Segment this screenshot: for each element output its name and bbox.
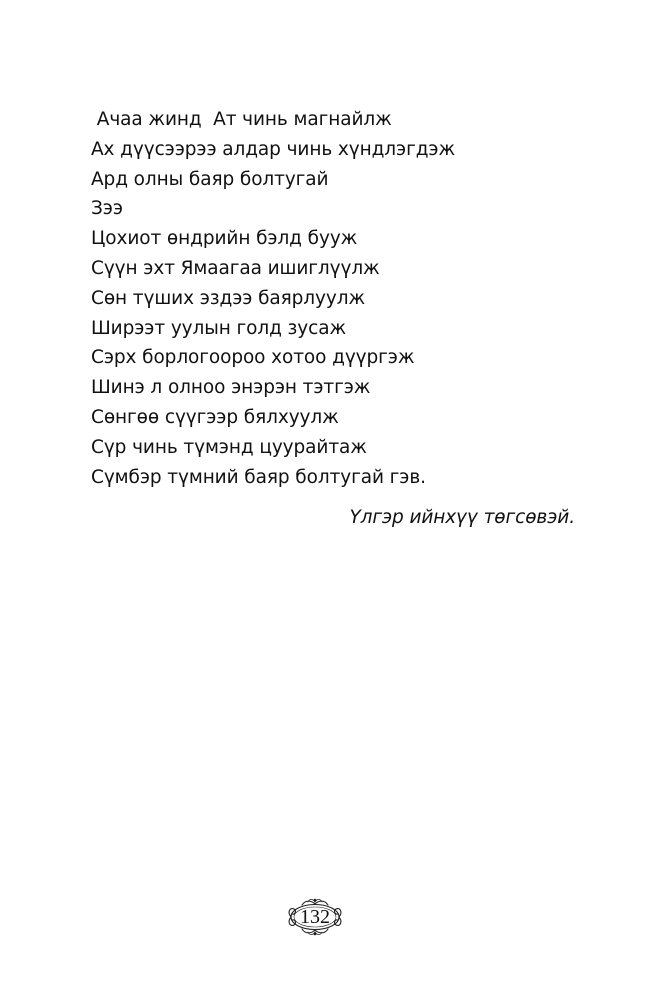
poem-line: Сөн түших эздээ баярлуулж: [91, 287, 366, 309]
poem-line: Ах дүүсээрээ алдар чинь хүндлэгдэж: [91, 138, 456, 160]
poem-line: Шинэ л олноо энэрэн тэтгэж: [91, 377, 371, 399]
poem-line: Ширээт уулын голд зусаж: [91, 317, 347, 339]
poem-text: [91, 105, 455, 492]
poem-line: Сүүн эхт Ямаагаа ишиглүүлж: [91, 257, 380, 279]
poem-line: Сэрх борлогоороо хотоо дүүргэж: [91, 347, 415, 369]
poem-line: Сөнгөө сүүгээр бялхуулж: [91, 406, 339, 428]
poem-line: Ачаа жинд Ат чинь магнайлж: [91, 109, 392, 130]
story-ending: Үлгэр ийнхүү төгсөвэй.: [349, 507, 575, 528]
poem-line: Сүр чинь түмэнд цуурайтаж: [91, 436, 367, 458]
page-number: 132: [300, 906, 330, 928]
poem-line: Ард олны баяр болтугай: [91, 168, 329, 190]
poem-line: Зээ: [91, 198, 123, 220]
page-number-block: [284, 896, 346, 938]
poem-line: Сүмбэр түмний баяр болтугай гэв.: [91, 466, 426, 488]
poem-line: Цохиот өндрийн бэлд бууж: [91, 228, 358, 250]
